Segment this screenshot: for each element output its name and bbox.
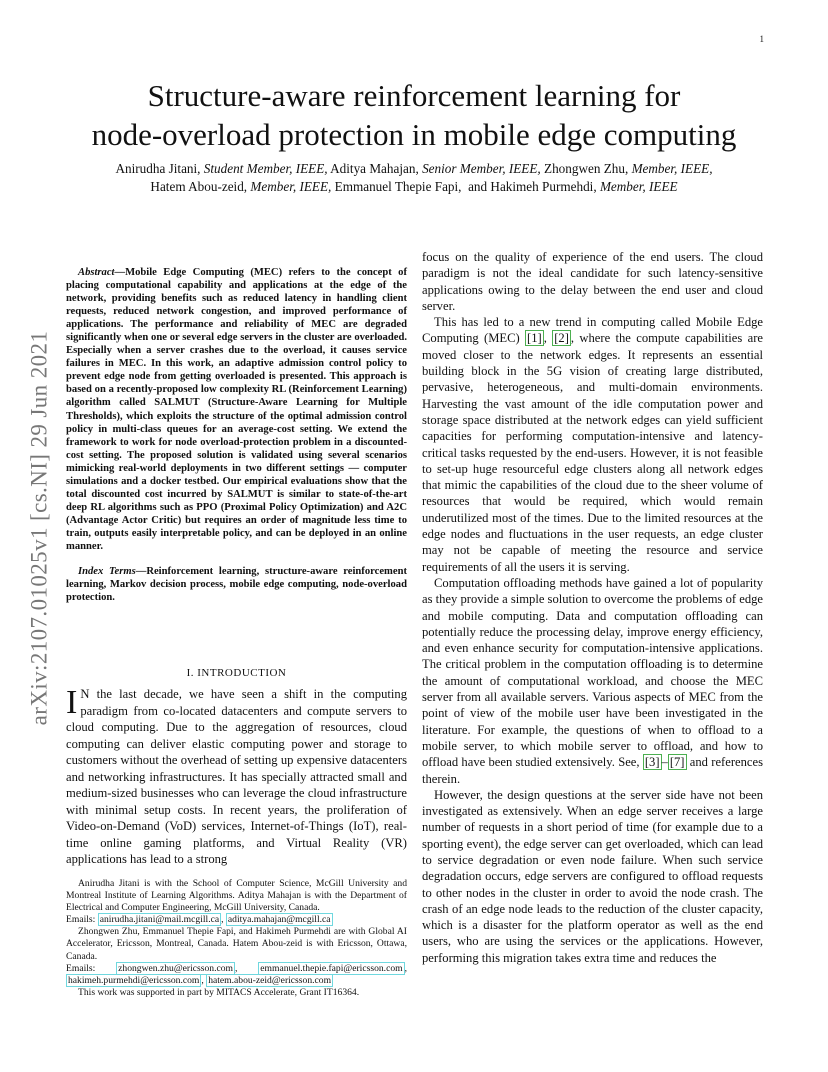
author-list [60, 160, 768, 196]
citation-link-1[interactable]: [1] [527, 331, 542, 346]
abstract-label: Abstract [78, 267, 115, 278]
citation-separator: – [661, 755, 668, 770]
email-link-jitani[interactable]: anirudha.jitani@mail.mcgill.ca [99, 914, 220, 926]
title-line-2: node-overload protection in mobile edge computing [91, 117, 737, 152]
email-separator: , [221, 914, 226, 926]
author-2: Aditya Mahajan, [330, 161, 419, 176]
body-paragraph-3 [422, 575, 763, 787]
index-terms-text: —Reinforcement learning, structure-aware reinforcement learning, Markov decision process, mobile edge computing, node-overload protection. [66, 566, 407, 604]
page-number: 1 [759, 34, 764, 44]
author-6-role: Member, IEEE [599, 179, 678, 194]
left-column-abstract [66, 266, 407, 604]
email-separator: , [201, 974, 207, 986]
citation-link-2[interactable]: [2] [554, 331, 569, 346]
email-separator: , [235, 962, 259, 974]
index-terms [66, 565, 407, 604]
author-4: Hatem Abou-zeid, [150, 179, 248, 194]
author-3-role: Member, IEEE, [631, 161, 713, 176]
footnote-emails-2 [66, 963, 407, 987]
abstract-text: —Mobile Edge Computing (MEC) refers to the concept of placing computational capability and applications at the edge of the network, providing benefits such as reduced latency in handling client requests, reduced network congestion, and improved performance of applications. The performance and reliability of MEC are degraded significantly when one or several edge servers in the cluster are overloaded. Especially when a server crashes due to the overload, it causes service failures in MEC. In this work, an adaptive admission control policy to prevent edge node from getting overloaded is presented. This approach is based on a recently-proposed low complexity RL (Reinforcement Learning) algorithm called SALMUT (Structure-Aware Learning for Multiple Thresholds), which exploits the structure of the optimal admission control policy in multi-class queues for an average-cost setting. We extend the framework to work for node overload-protection problem in a discounted-cost setting. The proposed solution is validated using several scenarios mimicking real-world deployments in two different settings — computer simulations and a docker testbed. Our empirical evaluations show that the total discounted cost incurred by SALMUT is similar to state-of-the-art deep RL algorithms such as PPO (Proximal Policy Optimization) and A2C (Advantage Actor Critic) but requires an order of magnitude less time to train, outputs easily interpretable policy, and can be deployed in an online manner. [66, 267, 407, 552]
author-1: Anirudha Jitani, [115, 161, 201, 176]
body-text: Computation offloading methods have gained a lot of popularity as they provide a simple solution to overcome the problems of edge and mobile computing. Data and computation offloading can potentially reduce the processing delay, improve energy efficiency, and even enhance security for computation-intensive applications. The critical problem in the computation offloading is to determine the amount of computational workload, and choose the MEC server from all available servers. Various aspects of MEC from the point of view of the mobile user have been investigated in the literature. For example, the questions of when to offload to a mobile server, to which mobile server to offload, and how to offload have been studied extensively. See, [422, 575, 763, 770]
citation-link-7[interactable]: [7] [669, 755, 685, 770]
paper-title [60, 76, 768, 154]
footnote-affiliation-2: Zhongwen Zhu, Emmanuel Thepie Fapi, and Hakimeh Purmehdi are with Global AI Accelerator, Ericsson, Montreal, Canada. Hatem Abou-zeid is with Ericsson, Ottawa, Canada. [66, 926, 407, 962]
body-paragraph-1: focus on the quality of experience of the end users. The cloud paradigm is not the ideal candidate for such latency-sensitive applications owing to the delay between the end user and cloud server. [422, 250, 763, 313]
email-link-fapi[interactable]: emmanuel.thepie.fapi@ericsson.com [260, 962, 403, 974]
author-1-role: Student Member, IEEE, [203, 161, 328, 176]
email-link-mahajan[interactable]: aditya.mahajan@mcgill.ca [227, 914, 331, 926]
footnote-emails-1 [66, 914, 407, 926]
abstract [66, 266, 407, 553]
emails-label-2: Emails: [66, 962, 117, 974]
body-text: , where the compute capabilities are moved closer to the network edges. It represents an essential building block in the 5G vision of creating large distributed, pervasive, heterogeneous, and multi-domain environments. Harvesting the vast amount of the idle computation power and storage space distributed at the network edges can yield sufficient capacities for performing computation-intensive and latency-critical tasks requested by the end-users. However, it is not feasible to set-up huge resourceful edge clusters along all network edges that mimic the capabilities of the cloud due to the sheer volume of resources that would be required, which would remain underutilized most of the times. Due to the limited resources at the edge nodes and fluctuations in the user requests, an edge cluster may not be capable of meeting the resource and service requirements of all the users it is serving. [422, 331, 764, 574]
email-link-abou-zeid[interactable]: hatem.abou-zeid@ericsson.com [208, 974, 332, 986]
email-link-zhu[interactable]: zhongwen.zhu@ericsson.com [118, 962, 234, 974]
email-separator: , [404, 962, 407, 974]
arxiv-stamp-text: arXiv:2107.01025v1 [cs.NI] 29 Jun 2021 [26, 330, 51, 726]
footnotes [66, 878, 407, 999]
citation-link-3[interactable]: [3] [644, 755, 660, 770]
section-heading-introduction: I. INTRODUCTION [186, 667, 287, 679]
emails-label: Emails: [66, 914, 98, 926]
arxiv-stamp [22, 298, 56, 758]
body-text: This has led to a new trend in computing called Mobile Edge Computing (MEC) [422, 315, 763, 346]
footnote-funding: This work was supported in part by MITACS Accelerate, Grant IT16364. [78, 986, 360, 998]
body-paragraph-2 [422, 314, 763, 575]
drop-cap: I [66, 684, 78, 721]
right-column-body [422, 249, 763, 966]
introduction-paragraph [66, 686, 407, 868]
email-link-purmehdi[interactable]: hakimeh.purmehdi@ericsson.com [68, 974, 200, 986]
citation-separator: , [543, 331, 553, 346]
author-4-role: Member, IEEE, [250, 179, 332, 194]
author-6: and Hakimeh Purmehdi, [468, 179, 597, 194]
title-line-1: Structure-aware reinforcement learning for [147, 78, 681, 113]
introduction-text: N the last decade, we have seen a shift in the computing paradigm from co-located datacenters and compute servers to cloud computing. Due to the aggregation of resources, cloud computing can deliver elastic computing power and storage to customers without the overhead of setting up expensive datacenters and networking infrastructures. It has specially attracted small and medium-sized businesses who can leverage the cloud infrastructure with minimal setup costs. In recent years, the proliferation of Video-on-Demand (VoD) services, Internet-of-Things (IoT), real-time online gaming platforms, and Virtual Reality (VR) applications has lead to a strong [66, 687, 407, 866]
author-3: Zhongwen Zhu, [544, 161, 629, 176]
author-2-role: Senior Member, IEEE, [422, 161, 541, 176]
body-paragraph-4: However, the design questions at the server side have not been investigated as extensively. When an edge server receives a large number of requests in a short period of time (for example due to a sporting event), the edge server can get overloaded, which can lead to service degradation or even node failure. When such service degradation occurs, edge servers are configured to offload requests to other nodes in the cluster in order to avoid the node crash. The crash of an edge node leads to the reduction of the cluster capacity, which is a disaster for the platform operator as well as the end users, who are using the services or the applications. However, performing this migration takes extra time and reduces the [422, 787, 763, 965]
body-text: and references therein. [422, 755, 763, 786]
index-terms-label: Index Terms [78, 566, 136, 578]
footnote-affiliation-1: Anirudha Jitani is with the School of Computer Science, McGill University and Montreal Institute of Learning Algorithms. Aditya Mahajan is with the Department of Electrical and Computer Engineering, McGill University, Canada. [66, 878, 407, 914]
author-5: Emmanuel Thepie Fapi, [334, 179, 462, 194]
